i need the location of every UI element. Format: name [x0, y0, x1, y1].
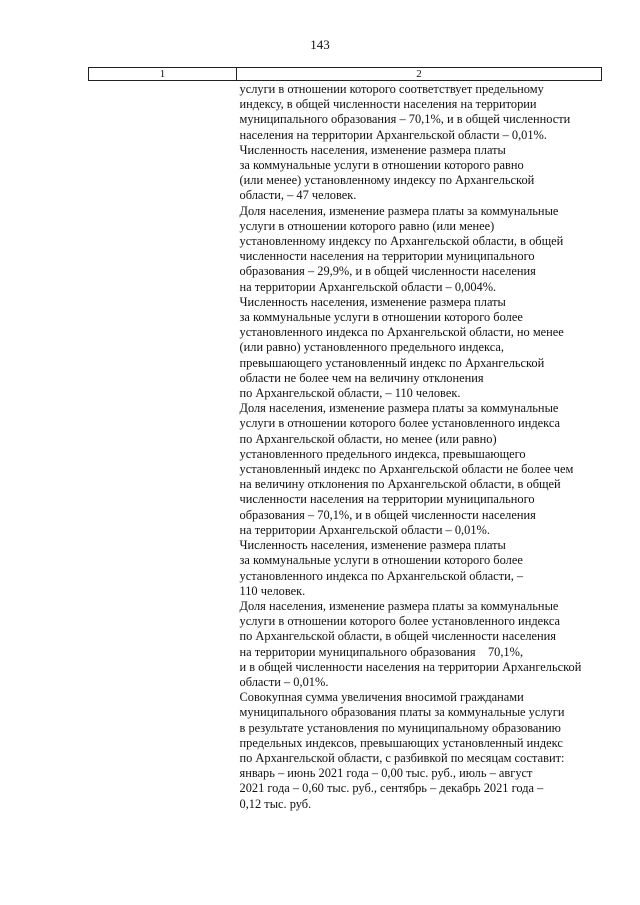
text-line: 0,12 тыс. руб.	[239, 796, 312, 811]
text-line: образования – 29,9%, и в общей численности населения	[239, 264, 536, 279]
text-line: услуги в отношении которого более установленного индекса	[239, 416, 560, 431]
text-line: 110 человек.	[239, 583, 306, 598]
text-line: за коммунальные услуги в отношении которого более	[239, 310, 523, 325]
text-line: области – 0,01%.	[239, 674, 329, 689]
text-line: в результате установления по муниципальному образованию	[239, 720, 561, 735]
text-line: численности населения на территории муниципального	[239, 249, 535, 264]
text-line: за коммунальные услуги в отношении которого равно	[239, 158, 524, 173]
text-line: услуги в отношении которого более установленного индекса	[239, 614, 560, 629]
text-line: по Архангельской области, в общей численности населения	[239, 629, 557, 644]
text-line: услуги в отношении которого равно (или менее)	[239, 218, 495, 233]
text-line: на территории муниципального образования 70,1%,	[239, 644, 524, 659]
text-line: предельных индексов, превышающих установленный индекс	[239, 735, 563, 750]
text-line: январь – июнь 2021 года – 0,00 тыс. руб., июль – август	[239, 766, 533, 781]
text-line: Совокупная сумма увеличения вносимой гражданами	[239, 690, 524, 705]
text-line: муниципального образования платы за коммунальные услуги	[239, 705, 565, 720]
text-line: Численность населения, изменение размера платы	[239, 538, 506, 553]
text-line: Доля населения, изменение размера платы за коммунальные	[239, 598, 559, 613]
page-number: 143	[310, 37, 330, 52]
text-line: Численность населения, изменение размера платы	[239, 294, 506, 309]
text-line: по Архангельской области, с разбивкой по месяцам составит:	[239, 750, 565, 765]
text-line: образования – 70,1%, и в общей численности населения	[239, 507, 536, 522]
text-line: Численность населения, изменение размера платы	[239, 142, 506, 157]
text-line: 2021 года – 0,60 тыс. руб., сентябрь – декабрь 2021 года –	[239, 781, 544, 796]
text-line: (или менее) установленному индексу по Архангельской	[239, 173, 535, 188]
text-line: установленного индекса по Архангельской области, –	[239, 568, 524, 583]
text-line: по Архангельской области, – 110 человек.	[239, 386, 461, 401]
text-line: (или равно) установленного предельного индекса,	[239, 340, 504, 355]
text-line: установленного предельного индекса, превышающего	[239, 446, 526, 461]
text-line: установленный индекс по Архангельской области не более чем	[239, 462, 574, 477]
text-line: области не более чем на величину отклонения	[239, 370, 484, 385]
text-line: индексу, в общей численности населения на территории	[239, 97, 537, 112]
column-2-text	[237, 81, 602, 812]
text-line: за коммунальные услуги в отношении которого более	[239, 553, 523, 568]
text-line: населения на территории Архангельской области – 0,01%.	[239, 127, 547, 142]
document-table	[88, 67, 602, 812]
text-line: установленного индекса по Архангельской области, но менее	[239, 325, 564, 340]
text-line: установленному индексу по Архангельской области, в общей	[239, 234, 564, 249]
text-line: и в общей численности населения на территории Архангельской	[239, 659, 582, 674]
text-line: муниципального образования – 70,1%, и в общей численности	[239, 112, 571, 127]
column-2-cell	[237, 81, 602, 812]
text-line: Доля населения, изменение размера платы за коммунальные	[239, 401, 559, 416]
text-line: на территории Архангельской области – 0,004%.	[239, 279, 497, 294]
text-line: Доля населения, изменение размера платы за коммунальные	[239, 203, 559, 218]
column-1-header: 1	[89, 68, 237, 81]
column-2-header: 2	[237, 68, 602, 81]
table-header-row	[89, 68, 602, 81]
text-line: по Архангельской области, но менее (или равно)	[239, 431, 497, 446]
text-line: превышающего установленный индекс по Архангельской	[239, 355, 545, 370]
text-line: на территории Архангельской области – 0,01%.	[239, 522, 490, 537]
column-1-cell	[89, 81, 237, 812]
table-row	[89, 81, 602, 812]
text-line: области, – 47 человек.	[239, 188, 357, 203]
text-line: на величину отклонения по Архангельской области, в общей	[239, 477, 561, 492]
text-line: услуги в отношении которого соответствует предельному	[239, 82, 544, 96]
text-line: численности населения на территории муниципального	[239, 492, 535, 507]
